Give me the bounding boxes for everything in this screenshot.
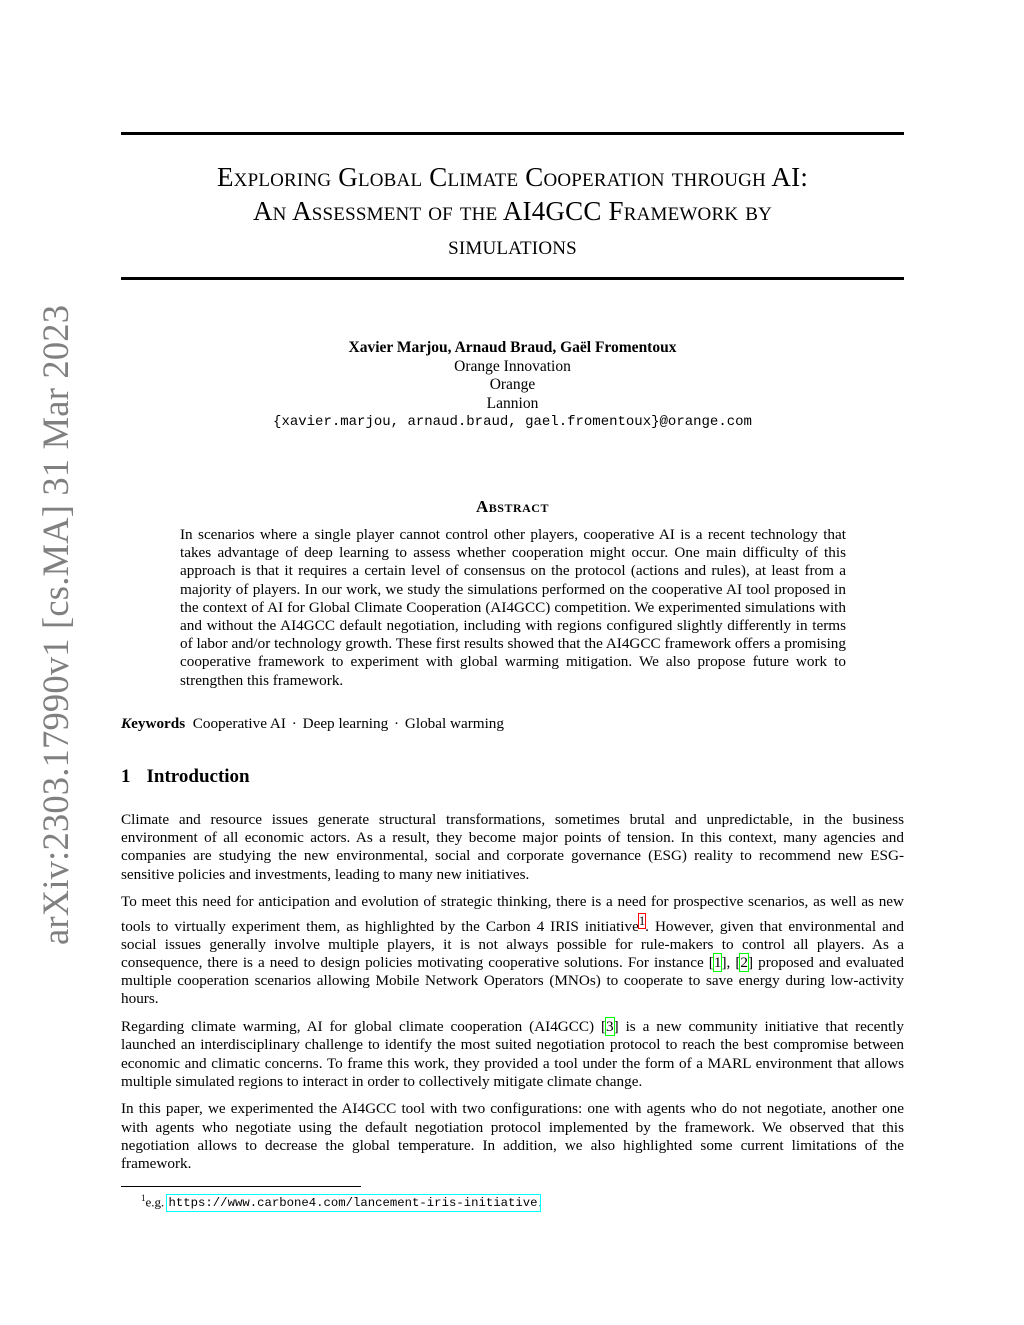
footnote-rule bbox=[121, 1186, 361, 1187]
section-heading-introduction bbox=[121, 766, 250, 788]
affiliation-city: Lannion bbox=[486, 394, 539, 412]
keywords-line bbox=[121, 715, 504, 733]
author-emails: {xavier.marjou, arnaud.braud, gael.fromentoux}@orange.com bbox=[273, 414, 752, 430]
title-line-1: Exploring Global Climate Cooperation through AI: bbox=[216, 162, 809, 192]
author-names: Xavier Marjou, Arnaud Braud, Gaël Fromentoux bbox=[348, 339, 677, 356]
paragraph: In this paper, we experimented the AI4GCC tool with two configurations: one with agents who do not negotiate, another one with agents who negotiate using the default negotiation protocol implemented by the framework. We observed that this negotiation allows to decrease the global temperature. In addition, we also highlighted some current limitations of the framework. bbox=[121, 1100, 904, 1173]
abstract-text: In scenarios where a single player cannot control other players, cooperative AI is a recent technology that takes advantage of deep learning to assess whether cooperation might occur. One main difficulty of this approach is that it requires a certain level of consensus on the protocol (actions and rules), at least from a majority of players. In our work, we study the simulations performed on the cooperative AI tool proposed in the context of AI for Global Climate Cooperation (AI4GCC) competition. We experimented simulations with and without the AI4GCC default negotiation, including with regions configured slightly differently in terms of labor and/or technology growth. These first results showed that the AI4GCC framework offers a promising cooperative framework to experiment with global warming mitigation. We also propose future work to strengthen this framework. bbox=[180, 526, 846, 689]
title-top-rule bbox=[121, 132, 904, 135]
keyword-item: Global warming bbox=[404, 715, 504, 732]
author-block bbox=[121, 339, 904, 432]
affiliation-1: Orange Innovation bbox=[454, 357, 571, 375]
paragraph: Regarding climate warming, AI for global climate cooperation (AI4GCC) [3] is a new community initiative that recently launched an interdisciplinary challenge to identify the most suited negotiation protocol to reach the best compromise between economic and climatic concerns. To frame this work, they provided a tool under the form of a MARL environment that allows multiple simulated regions to interact in order to collectively mitigate climate change. bbox=[121, 1018, 904, 1090]
citation-link[interactable]: 1 bbox=[713, 953, 722, 971]
abstract-heading: Abstract bbox=[476, 497, 549, 516]
title-line-2: An Assessment of the AI4GCC Framework by bbox=[252, 196, 773, 226]
keyword-item: Cooperative AI bbox=[192, 715, 286, 732]
paragraph: Climate and resource issues generate structural transformations, sometimes brutal and unpredictable, in the business environment of all economic actors. As a result, they become major points of tension. In this context, many agencies and companies are studying the new environmental, social and corporate governance (ESG) reality to recommend new ESG-sensitive policies and investments, leading to many new initiatives. bbox=[121, 811, 904, 883]
footnote-mark: 1 bbox=[141, 1193, 146, 1203]
citation-link[interactable]: 3 bbox=[606, 1018, 614, 1036]
keywords-label: Keywords bbox=[121, 715, 186, 732]
section-title: Introduction bbox=[146, 766, 250, 787]
title-bottom-rule bbox=[121, 277, 904, 280]
section-number: 1 bbox=[121, 766, 131, 787]
paragraph: To meet this need for anticipation and evolution of strategic thinking, there is a need for prospective scenarios, as well as new tools to virtually experiment them, as highlighted by the Carbon 4 IRIS initiative$^1$. However, given that environmental and social issues generally involve multiple players, it is not always possible for rule-makers to control all players. As a consequence, there is a need to design policies motivating cooperative solutions. For instance [1], [2] proposed and evaluated multiple cooperation scenarios allowing Mobile Network Operators (MNOs) to cooperate to save energy during low-activity hours. bbox=[121, 893, 904, 1008]
keyword-item: Deep learning bbox=[302, 715, 389, 732]
keyword-separator: · bbox=[394, 715, 400, 732]
paper-title bbox=[121, 160, 904, 262]
title-line-3: simulations bbox=[448, 230, 577, 260]
citation-link[interactable]: 2 bbox=[740, 953, 748, 971]
introduction-body bbox=[121, 811, 904, 1183]
footnote: $^1$e.g. https://www.carbone4.com/lancement-iris-initiative. bbox=[141, 1193, 542, 1211]
arxiv-margin-stamp: arXiv:2303.17990v1 [cs.MA] 31 Mar 2023 bbox=[35, 304, 76, 945]
affiliation-2: Orange bbox=[489, 376, 536, 393]
keyword-separator: · bbox=[291, 715, 297, 732]
footnote-link[interactable]: 1 bbox=[638, 913, 646, 928]
footnote-url-link[interactable]: https://www.carbone4.com/lancement-iris-initiative bbox=[168, 1196, 538, 1211]
